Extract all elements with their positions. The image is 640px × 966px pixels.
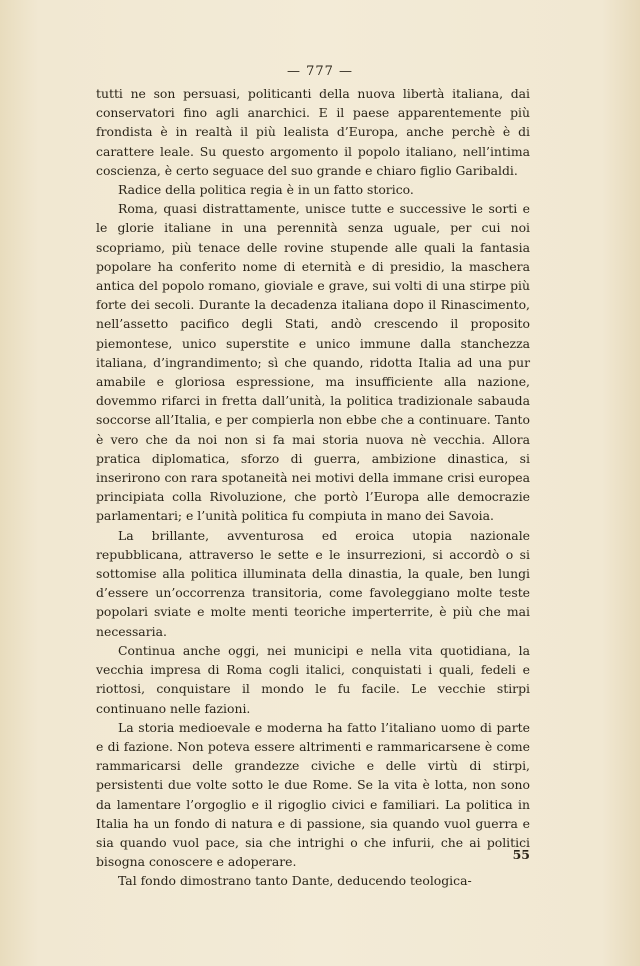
- paragraph-1: tutti ne son persuasi, politicanti della nuova libertà italiana, dai conservatori fino agli anarchici. E il paese apparentemente più frondista è in realtà il più lealista d’Europa, anche perchè è di carattere leale. Su questo argomento il popolo italiano, nell’intima coscienza, è certo seguace del suo grande e chiaro figlio Garibaldi.: [96, 86, 530, 178]
- paragraph-2: Radice della politica regia è in un fatto storico.: [118, 182, 414, 198]
- paragraph-4: La brillante, avventurosa ed eroica utopia nazionale repubblicana, attraverso le sette e le insurrezioni, si accordò o si sottomise alla politica illuminata della dinastia, la quale, ben lungi d’essere un’occorrenza transitoria, come favoleggiano molte teste popolari sviate e molte menti teoriche imperterrite, è più che mai necessaria.: [96, 527, 530, 639]
- paragraph-3: Roma, quasi distrattamente, unisce tutte e successive le sorti e le glorie italiane in una perennità senza uguale, per cui noi scopriamo, più tenace delle rovine stupende alle quali la fantasia popolare ha conferito nome di eternità e di presidio, la maschera antica del popolo romano, gioviale e grave, sui volti di una stirpe più forte dei secoli. Durante la decadenza italiana dopo il Rinascimento, nell’assetto pacifico degli Stati, andò crescendo il proposito piemontese, unico superstite e unico immune dalla stanchezza italiana, d’ingrandimento; sì che quando, ridotta Italia ad una pur amabile e gloriosa espressione, ma insufficiente alla nazione, dovemmo rifarci in fretta dall’unità, la politica tradizionale sabauda soccorse all’Italia, e per compierla non ebbe che a continuare. Tanto è vero che da noi non si fa mai storia nuova nè vecchia. Allora pratica diplomatica, sforzo di guerra, ambizione dinastica, si inserirono con rara spotaneità nei motivi della immane crisi europea principiata colla Rivoluzione, che portò l’Europa alle democrazie parlamentari; e l’unità politica fu compiuta in mano dei Savoia.: [96, 201, 530, 524]
- body-text: [96, 84, 530, 891]
- page-number: — 777 —: [286, 64, 354, 79]
- signature-mark: 55: [512, 847, 530, 862]
- paragraph-7: Tal fondo dimostrano tanto Dante, deducendo teologica-: [118, 873, 472, 889]
- paragraph-6: La storia medioevale e moderna ha fatto l’italiano uomo di parte e di fazione. Non poteva essere altrimenti e rammaricarsene è come rammaricarsi delle grandezze civiche e delle virtù di stirpi, persistenti due volte sotto le due Rome. Se la vita è lotta, non sono da lamentare l’orgoglio e il rigoglio civici e familiari. La politica in Italia ha un fondo di natura e di passione, sia quando vuol guerra e sia quando vuol pace, sia che intrighi o che infurii, che ai politici bisogna conoscere e adoperare.: [96, 719, 530, 870]
- paragraph-5: Continua anche oggi, nei municipi e nella vita quotidiana, la vecchia impresa di Roma cogli italici, conquistati i quali, fedeli e riottosi, conquistare il mondo le fu facile. Le vecchie stirpi continuano nelle fazioni.: [96, 642, 530, 716]
